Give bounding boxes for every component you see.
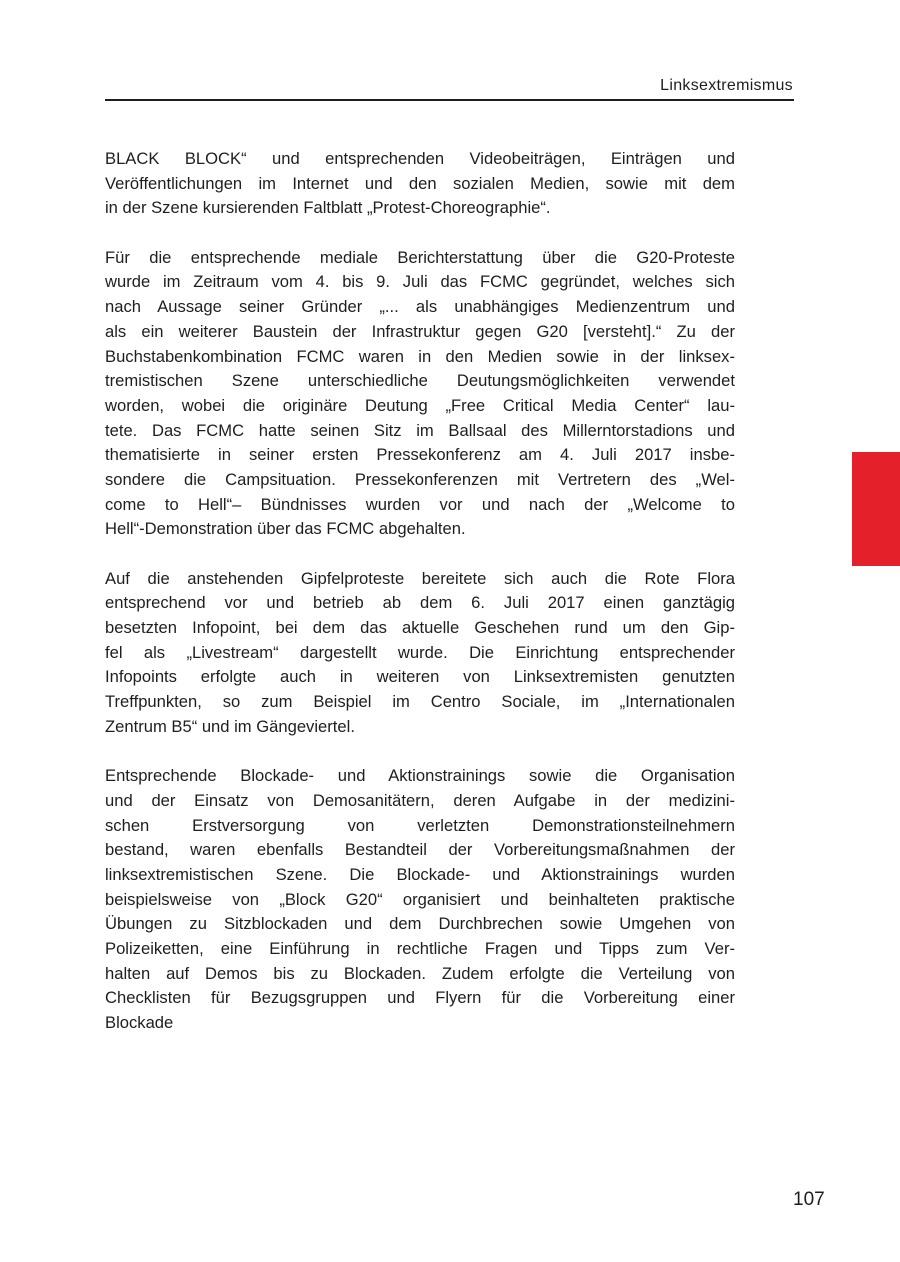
text-line: Treffpunkten, so zum Beispiel im Centro Sociale, im „Internationalen bbox=[105, 692, 735, 712]
text-line: tremistischen Szene unterschiedliche Deutungsmöglichkeiten verwendet bbox=[105, 371, 735, 391]
text-line: als ein weiterer Baustein der Infrastruktur gegen G20 [versteht].“ Zu der bbox=[105, 321, 735, 341]
text-line: bestand, waren ebenfalls Bestandteil der Vorbereitungsmaßnahmen der bbox=[105, 840, 735, 860]
text-line: Zentrum B5“ und im Gängeviertel. bbox=[105, 716, 355, 736]
text-line: Blockade bbox=[105, 1013, 174, 1033]
text-line: in der Szene kursierenden Faltblatt „Protest-Choreographie“. bbox=[105, 198, 551, 218]
paragraph bbox=[105, 567, 735, 740]
text-line: schen Erstversorgung von verletzten Demonstrationsteilnehmern bbox=[105, 815, 735, 835]
text-line: Polizeiketten, eine Einführung in rechtliche Fragen und Tipps zum Ver- bbox=[105, 939, 735, 958]
text-line: und der Einsatz von Demosanitätern, deren Aufgabe in der medizini- bbox=[105, 790, 735, 810]
running-header: Linksextremismus bbox=[660, 77, 793, 94]
paragraph bbox=[105, 147, 735, 221]
text-line: halten auf Demos bis zu Blockaden. Zudem erfolgte die Verteilung von bbox=[105, 963, 735, 983]
body-text bbox=[105, 147, 735, 1060]
text-line: entsprechend vor und betrieb ab dem 6. Juli 2017 einen ganztägig bbox=[105, 593, 735, 613]
text-line: thematisierte in seiner ersten Pressekonferenz am 4. Juli 2017 insbe- bbox=[105, 445, 735, 465]
text-line: BLACK BLOCK“ und entsprechenden Videobeiträgen, Einträgen und bbox=[105, 149, 735, 168]
text-line: tete. Das FCMC hatte seinen Sitz im Ballsaal des Millerntorstadions und bbox=[105, 420, 735, 440]
chapter-tab-marker bbox=[852, 452, 900, 566]
text-line: Hell“-Demonstration über das FCMC abgehalten. bbox=[105, 519, 466, 539]
text-line: fel als „Livestream“ dargestellt wurde. Die Einrichtung entsprechender bbox=[105, 642, 735, 662]
text-line: Buchstabenkombination FCMC waren in den Medien sowie in der linksex- bbox=[105, 346, 735, 366]
text-line: nach Aussage seiner Gründer „... als unabhängiges Medienzentrum und bbox=[105, 297, 735, 317]
page-number: 107 bbox=[793, 1189, 825, 1210]
text-line: beispielsweise von „Block G20“ organisiert und beinhalteten praktische bbox=[105, 889, 735, 909]
text-line: Veröffentlichungen im Internet und den sozialen Medien, sowie mit dem bbox=[105, 173, 735, 193]
text-line: come to Hell“– Bündnisses wurden vor und nach der „Welcome to bbox=[105, 494, 735, 514]
text-line: wurde im Zeitraum vom 4. bis 9. Juli das FCMC gegründet, welches sich bbox=[105, 272, 735, 292]
text-line: Infopoints erfolgte auch in weiteren von Linksextremisten genutzten bbox=[105, 667, 735, 687]
text-line: Übungen zu Sitzblockaden und dem Durchbrechen sowie Umgehen von bbox=[105, 914, 735, 934]
text-line: Entsprechende Blockade- und Aktionstrainings sowie die Organisation bbox=[105, 766, 735, 786]
paragraph bbox=[105, 764, 735, 1036]
text-line: worden, wobei die originäre Deutung „Free Critical Media Center“ lau- bbox=[105, 395, 735, 415]
text-line: besetzten Infopoint, bei dem das aktuelle Geschehen rund um den Gip- bbox=[105, 618, 735, 638]
header-rule bbox=[105, 99, 794, 101]
text-line: Für die entsprechende mediale Berichterstattung über die G20-Proteste bbox=[105, 247, 735, 267]
text-line: linksextremistischen Szene. Die Blockade- und Aktionstrainings wurden bbox=[105, 864, 735, 884]
text-line: sondere die Campsituation. Pressekonferenzen mit Vertretern des „Wel- bbox=[105, 469, 735, 489]
text-line: Auf die anstehenden Gipfelproteste bereitete sich auch die Rote Flora bbox=[105, 568, 735, 588]
text-line: Checklisten für Bezugsgruppen und Flyern für die Vorbereitung einer bbox=[105, 988, 735, 1008]
paragraph bbox=[105, 246, 735, 542]
